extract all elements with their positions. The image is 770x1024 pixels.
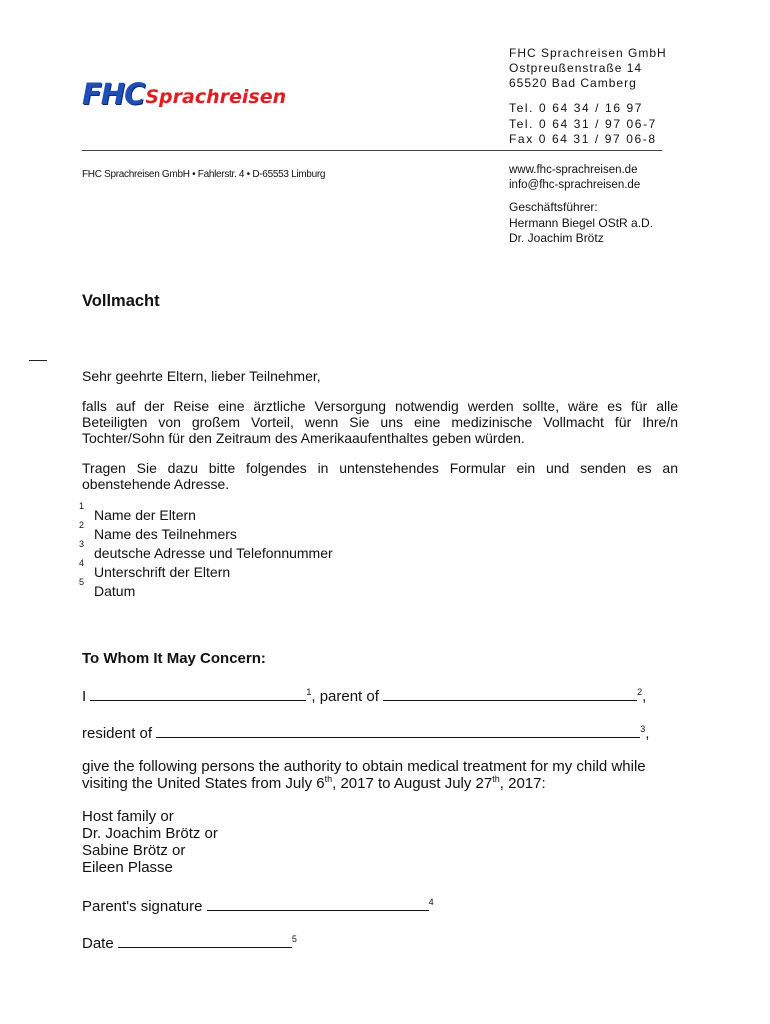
- signature-line: Parent's signature $^4$: [82, 897, 434, 915]
- logo-fhc-mark: FHC: [82, 77, 145, 111]
- authorized-person: Dr. Joachim Brötz or: [82, 825, 218, 842]
- contact-block: [509, 163, 640, 193]
- footnote-item: 2 Name des Teilnehmers: [79, 520, 237, 542]
- footnote-item: 4 Unterschrift der Eltern: [79, 558, 231, 580]
- phone-1: Tel. 0 64 34 / 16 97: [509, 101, 644, 115]
- authority-text-1: give the following persons the authority to obtain medical treatment for my child while: [82, 758, 646, 775]
- manager-name-2: Dr. Joachim Brötz: [509, 231, 604, 245]
- company-city: 65520 Bad Camberg: [509, 76, 637, 90]
- company-street: Ostpreußenstraße 14: [509, 61, 643, 75]
- fhc-logo: [82, 76, 287, 111]
- resident-line: resident of $^3$,: [82, 724, 650, 742]
- company-name: FHC Sprachreisen GmbH: [509, 46, 667, 60]
- parent-name-field[interactable]: [90, 686, 306, 701]
- fax-number: Fax 0 64 31 / 97 06-8: [509, 132, 657, 146]
- fold-mark: [29, 360, 47, 361]
- sender-address: [509, 46, 667, 91]
- footnote-item: 5 Datum: [79, 577, 136, 599]
- parent-line: I $^1$, parent of $^2$,: [82, 687, 647, 705]
- footnote-list: [79, 501, 333, 601]
- authority-text-2: visiting the United States from July 6th, 2017 to August July 27th, 2017:: [82, 774, 546, 792]
- authorized-person: Sabine Brötz or: [82, 842, 186, 859]
- authorized-person: Host family or: [82, 808, 174, 825]
- phone-2: Tel. 0 64 31 / 97 06-7: [509, 116, 657, 131]
- participant-name-field[interactable]: [383, 686, 637, 701]
- authorized-person: Eileen Plasse: [82, 859, 173, 876]
- footnote-item: 1 Name der Eltern: [79, 501, 196, 523]
- header-divider: [82, 150, 662, 151]
- phone-block: [509, 101, 657, 148]
- date-line: Date $^5$: [82, 934, 297, 952]
- management-label: Geschäftsführer:: [509, 200, 598, 214]
- form-heading: To Whom It May Concern:: [82, 650, 266, 667]
- date-field[interactable]: [118, 933, 292, 948]
- salutation: Sehr geehrte Eltern, lieber Teilnehmer,: [82, 368, 321, 384]
- instruction-paragraph: Tragen Sie dazu bitte folgendes in untenstehendes Formular ein und senden es an obenstehende Adresse.: [82, 460, 678, 492]
- return-address: FHC Sprachreisen GmbH • Fahlerstr. 4 • D-65553 Limburg: [82, 169, 326, 180]
- page-title: Vollmacht: [82, 292, 160, 310]
- intro-paragraph: falls auf der Reise eine ärztliche Versorgung notwendig werden sollte, wäre es für alle Beteiligten von großem Vorteil, wenn Sie uns eine medizinische Vollmacht für Ihre/n Tochter/Sohn für den Zeitraum des Amerikaaufenthaltes geben würden.: [82, 398, 678, 446]
- signature-field[interactable]: [207, 896, 429, 911]
- manager-name-1: Hermann Biegel OStR a.D.: [509, 215, 654, 230]
- management-block: [509, 200, 653, 247]
- website-link[interactable]: www.fhc-sprachreisen.de: [509, 164, 638, 176]
- address-field[interactable]: [156, 723, 640, 738]
- logo-sprachreisen-text: Sprachreisen: [145, 86, 287, 108]
- footnote-item: 3 deutsche Adresse und Telefonnummer: [79, 539, 333, 561]
- email-link[interactable]: info@fhc-sprachreisen.de: [509, 179, 641, 191]
